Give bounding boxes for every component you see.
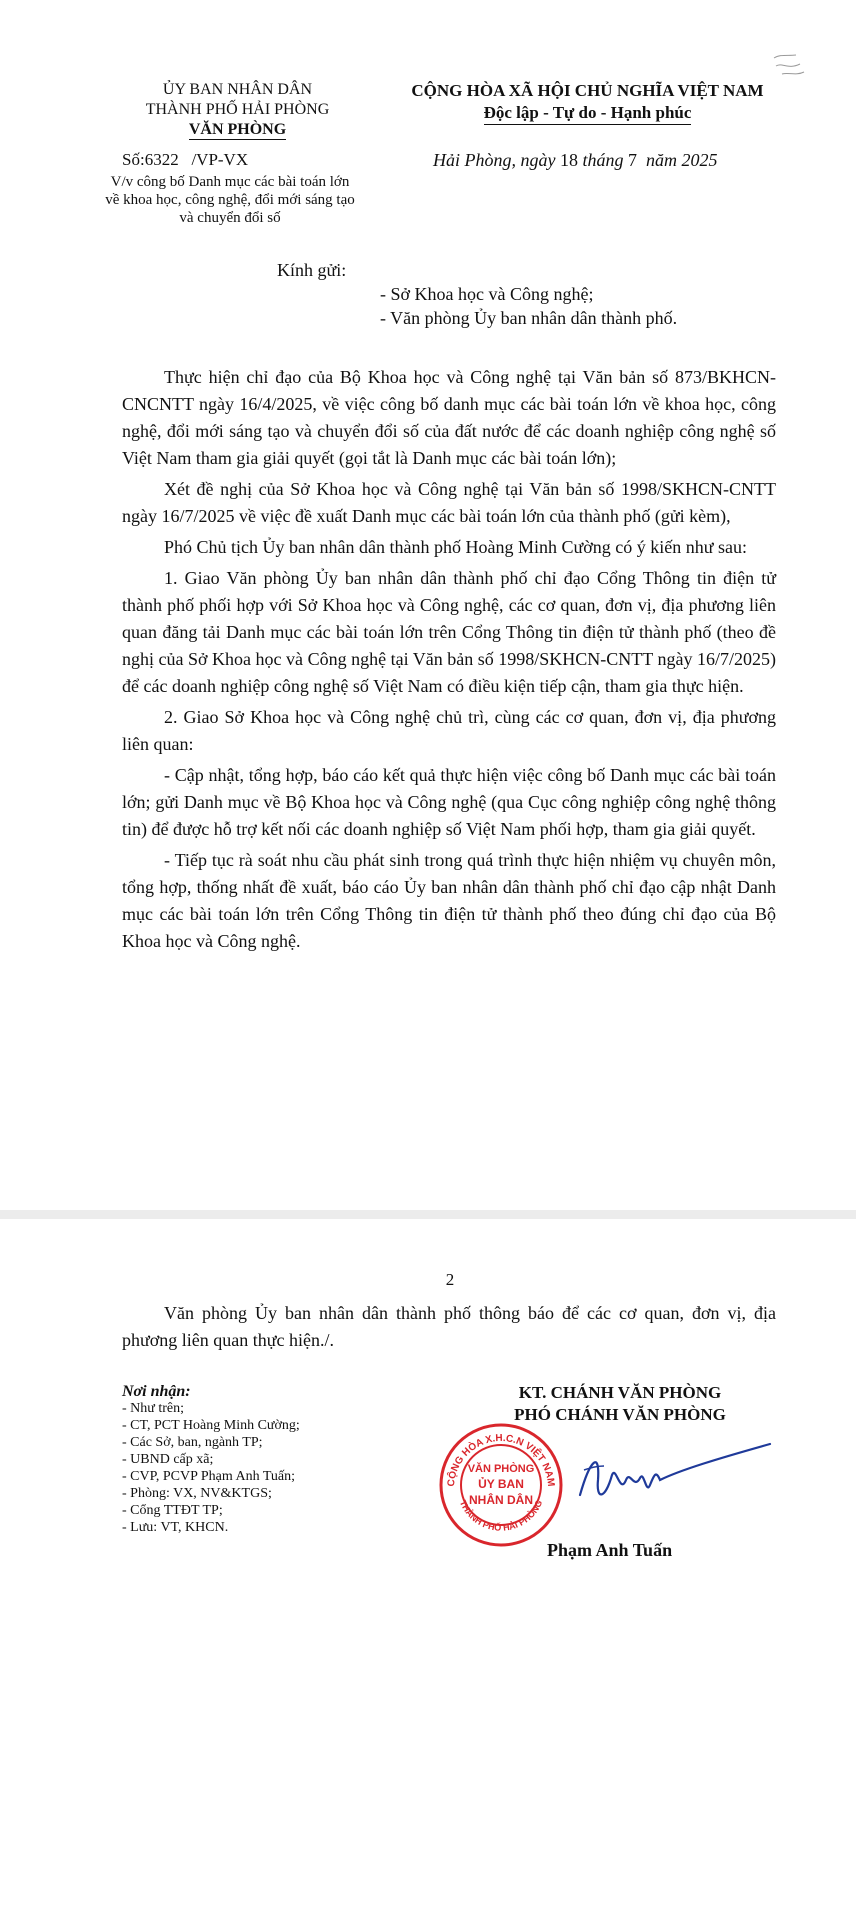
body-paragraph: Phó Chủ tịch Ủy ban nhân dân thành phố Hoàng Minh Cường có ý kiến như sau: xyxy=(164,537,747,557)
signature-title-line2: PHÓ CHÁNH VĂN PHÒNG xyxy=(514,1405,726,1424)
date-year: 2025 xyxy=(681,150,718,170)
body-paragraph: 1. Giao Văn phòng Ủy ban nhân dân thành phố chỉ đạo Cổng Thông tin điện tử thành phố phối hợp với Sở Khoa học và Công nghệ, các cơ quan, đơn vị, địa phương liên quan đăng tải Danh mục các bài toán lớn trên Cổng Thông tin điện tử thành phố (theo đề nghị của Sở Khoa học và Công nghệ tại Văn bản số 1998/SKHCN-CNTT ngày 16/7/2025) để các doanh nghiệp công nghệ số Việt Nam có điều kiện tiếp cận, tham gia thực hiện. xyxy=(122,568,776,696)
body-paragraph: Xét đề nghị của Sở Khoa học và Công nghệ tại Văn bản số 1998/SKHCN-CNTT ngày 16/7/2025 về việc đề xuất Danh mục các bài toán lớn của thành phố (gửi kèm), xyxy=(122,479,776,526)
distribution-item: - Lưu: VT, KHCN. xyxy=(122,1520,229,1535)
salutation: Kính gửi: xyxy=(277,260,347,280)
closing-text: Văn phòng Ủy ban nhân dân thành phố thông báo để các cơ quan, đơn vị, địa phương liên quan thực hiện./. xyxy=(122,1303,776,1350)
seal-ring-text: CỘNG HÒA X.H.C.N VIỆT NAM xyxy=(445,1432,557,1488)
seal-center-line3: NHÂN DÂN xyxy=(469,1493,533,1507)
body-paragraph: 2. Giao Sở Khoa học và Công nghệ chủ trì, cùng các cơ quan, đơn vị, địa phương liên quan: xyxy=(122,707,776,754)
recipient-item: - Văn phòng Ủy ban nhân dân thành phố. xyxy=(380,308,678,328)
date-year-label: năm xyxy=(646,150,677,170)
distribution-item: - CVP, PCVP Phạm Anh Tuấn; xyxy=(122,1469,295,1484)
date-place: Hải Phòng, ngày xyxy=(433,150,556,170)
signature-title-line1: KT. CHÁNH VĂN PHÒNG xyxy=(518,1383,722,1402)
distribution-item: - Phòng: VX, NV&KTGS; xyxy=(122,1486,272,1501)
issuer-line2: THÀNH PHỐ HẢI PHÒNG xyxy=(145,101,330,118)
country-name: CỘNG HÒA XÃ HỘI CHỦ NGHĨA VIỆT NAM xyxy=(411,81,764,100)
document-number xyxy=(122,150,248,170)
page-break xyxy=(0,1210,856,1219)
body-paragraph: - Cập nhật, tổng hợp, báo cáo kết quả thực hiện việc công bố Danh mục các bài toán lớn; gửi Danh mục về Bộ Khoa học và Công nghệ (qua Cục công nghiệp công nghệ thông tin) để được hỗ trợ kết nối các doanh nghiệp số Việt Nam phối hợp, tham gia giải quyết. xyxy=(122,765,776,839)
number-prefix: Số: xyxy=(122,150,145,169)
issuer-line1: ỦY BAN NHÂN DÂN xyxy=(162,81,313,98)
subject-block xyxy=(80,173,380,227)
distribution-item: - Các Sở, ban, ngành TP; xyxy=(122,1435,263,1450)
seal-center-line2: ỦY BAN xyxy=(478,1477,524,1491)
distribution-item: - CT, PCT Hoàng Minh Cường; xyxy=(122,1418,300,1433)
issuer-office: VĂN PHÒNG xyxy=(188,121,287,138)
document-body xyxy=(122,364,776,959)
seal-ring-bottom: THÀNH PHỐ HẢI PHÒNG xyxy=(457,1498,545,1533)
recipient-item: - Sở Khoa học và Công nghệ; xyxy=(380,284,594,304)
number-suffix: /VP-VX xyxy=(191,150,249,169)
distribution-title: Nơi nhận: xyxy=(122,1383,191,1400)
subject-line: và chuyển đổi số xyxy=(179,210,281,226)
page-number: 2 xyxy=(445,1270,455,1289)
date-month-label: tháng xyxy=(582,150,624,170)
handwritten-signature-icon xyxy=(560,1440,780,1520)
motto: Độc lập - Tự do - Hạnh phúc xyxy=(484,102,692,125)
document-date xyxy=(433,150,718,171)
official-seal-icon xyxy=(436,1420,566,1550)
subject-line: V/v công bố Danh mục các bài toán lớn xyxy=(110,174,350,190)
subject-line: về khoa học, công nghệ, đổi mới sáng tạo xyxy=(105,192,355,208)
date-day: 18 xyxy=(559,150,578,170)
pencil-mark-icon xyxy=(770,52,810,82)
distribution-item: - UBND cấp xã; xyxy=(122,1452,214,1467)
closing-paragraph xyxy=(122,1300,776,1354)
seal-center-line1: VĂN PHÒNG xyxy=(467,1463,535,1475)
distribution-list xyxy=(122,1383,392,1536)
signer-name: Phạm Anh Tuấn xyxy=(547,1540,673,1560)
date-month: 7 xyxy=(628,150,637,170)
issuer-block xyxy=(95,80,380,140)
number-value: 6322 xyxy=(144,150,179,169)
distribution-item: - Như trên; xyxy=(122,1401,185,1416)
distribution-item: - Cổng TTĐT TP; xyxy=(122,1503,223,1518)
body-paragraph: Thực hiện chỉ đạo của Bộ Khoa học và Công nghệ tại Văn bản số 873/BKHCN-CNCNTT ngày 16/4/2025, về việc công bố danh mục các bài toán lớn về khoa học, công nghệ, đổi mới sáng tạo và chuyển đổi số của đất nước để các doanh nghiệp công nghệ số Việt Nam tham gia giải quyết (gọi tắt là Danh mục các bài toán lớn); xyxy=(122,367,776,468)
national-motto xyxy=(400,80,775,125)
body-paragraph: - Tiếp tục rà soát nhu cầu phát sinh trong quá trình thực hiện nhiệm vụ chuyên môn, tổng hợp, thống nhất đề xuất, báo cáo Ủy ban nhân dân thành phố chỉ đạo cập nhật Danh mục các bài toán lớn trên Cổng Thông tin điện tử thành phố theo đúng chỉ đạo của Bộ Khoa học và Công nghệ. xyxy=(122,850,776,951)
